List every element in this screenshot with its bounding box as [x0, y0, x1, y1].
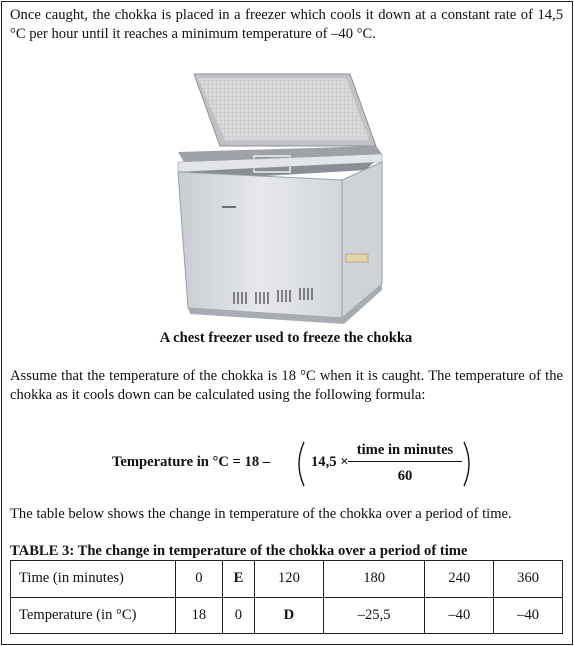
table-cell: 0 [222, 597, 254, 634]
table-cell: D [255, 597, 324, 634]
assumption-paragraph: Assume that the temperature of the chokka is 18 °C when it is caught. The temperature of the chokka as it cools down can be calculated using the following formula: [10, 368, 563, 403]
table-cell: –25,5 [323, 597, 425, 634]
formula-lhs: Temperature in °C = 18 – [112, 454, 271, 470]
table-cell: –40 [494, 597, 563, 634]
formula-left-paren [292, 440, 306, 488]
table-cell: 240 [425, 561, 494, 598]
temperature-table [10, 560, 563, 634]
formula-denominator: 60 [397, 468, 413, 484]
table-row-temperature [11, 597, 563, 634]
row-header: Temperature (in °C) [11, 597, 176, 634]
formula-fraction [348, 442, 462, 485]
table-cell: 360 [494, 561, 563, 598]
image-caption: A chest freezer used to freeze the chokka [159, 330, 413, 346]
table-row-time [11, 561, 563, 598]
table-cell: 0 [176, 561, 223, 598]
table-intro-paragraph: The table below shows the change in temperature of the chokka over a period of time. [10, 506, 512, 522]
row-header: Time (in minutes) [11, 561, 176, 598]
table-cell: 18 [176, 597, 223, 634]
formula-rate: 14,5 × [311, 454, 349, 470]
formula-numerator: time in minutes [348, 442, 462, 462]
table-cell: 120 [255, 561, 324, 598]
formula-right-paren [462, 440, 476, 488]
table-cell: 180 [323, 561, 425, 598]
table-cell: –40 [425, 597, 494, 634]
table-title: TABLE 3: The change in temperature of the chokka over a period of time [10, 543, 468, 559]
chest-freezer-illustration [168, 68, 398, 324]
intro-paragraph: Once caught, the chokka is placed in a freezer which cools it down at a constant rate of 14,5 °C per hour until it reaches a minimum temperature of –40 °C. [10, 7, 563, 42]
table-cell: E [222, 561, 254, 598]
